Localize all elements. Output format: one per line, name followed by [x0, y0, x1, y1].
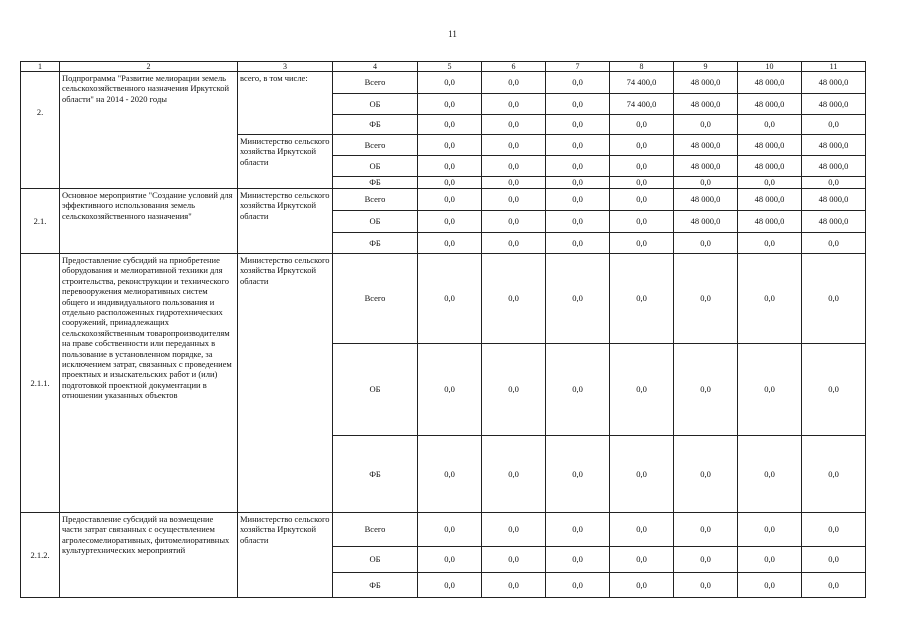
table-cell: 48 000,0 — [802, 189, 866, 211]
executor: всего, в том числе: — [238, 72, 333, 135]
column-header: 6 — [482, 62, 546, 72]
table-cell: 0,0 — [418, 189, 482, 211]
table-cell: 0,0 — [546, 94, 610, 115]
table-cell: 0,0 — [738, 573, 802, 598]
source-label: ФБ — [333, 573, 418, 598]
table-cell: 0,0 — [546, 189, 610, 211]
row-number: 2.1.2. — [21, 513, 60, 598]
table-cell: 48 000,0 — [738, 156, 802, 177]
table-cell: 0,0 — [738, 344, 802, 436]
table-cell: 0,0 — [418, 135, 482, 156]
table-cell: 0,0 — [482, 211, 546, 233]
table-cell: 0,0 — [738, 233, 802, 254]
table-cell: 74 400,0 — [610, 72, 674, 94]
table-cell: 48 000,0 — [738, 211, 802, 233]
table-cell: 0,0 — [546, 156, 610, 177]
table-cell: 0,0 — [610, 189, 674, 211]
table-cell: 0,0 — [674, 115, 738, 135]
table-cell: 0,0 — [610, 547, 674, 573]
table-cell: 0,0 — [482, 115, 546, 135]
table-row — [21, 189, 866, 211]
table-cell: 0,0 — [546, 547, 610, 573]
column-header: 9 — [674, 62, 738, 72]
table-cell: 48 000,0 — [802, 72, 866, 94]
table-cell: 0,0 — [418, 254, 482, 344]
table-cell: 0,0 — [482, 156, 546, 177]
header-row — [21, 62, 866, 72]
table-cell: 0,0 — [482, 189, 546, 211]
page-number: 11 — [448, 29, 457, 39]
source-label: ОБ — [333, 156, 418, 177]
table-cell: 0,0 — [738, 513, 802, 547]
table-cell: 0,0 — [546, 573, 610, 598]
table-cell: 0,0 — [418, 547, 482, 573]
table-cell: 48 000,0 — [674, 72, 738, 94]
column-header: 11 — [802, 62, 866, 72]
table-cell: 0,0 — [418, 94, 482, 115]
source-label: Всего — [333, 513, 418, 547]
table-cell: 0,0 — [546, 254, 610, 344]
table-cell: 0,0 — [674, 573, 738, 598]
table-cell: 0,0 — [610, 177, 674, 189]
table-cell: 0,0 — [482, 135, 546, 156]
source-label: ОБ — [333, 344, 418, 436]
table-cell: 0,0 — [738, 436, 802, 513]
table-cell: 0,0 — [802, 436, 866, 513]
table-cell: 0,0 — [482, 177, 546, 189]
table-cell: 0,0 — [546, 344, 610, 436]
table-cell: 74 400,0 — [610, 94, 674, 115]
table-cell: 48 000,0 — [674, 135, 738, 156]
table-cell: 0,0 — [802, 547, 866, 573]
table-cell: 0,0 — [802, 115, 866, 135]
source-label: Всего — [333, 189, 418, 211]
table-row — [21, 72, 866, 94]
table-cell: 0,0 — [546, 513, 610, 547]
table-cell: 0,0 — [738, 115, 802, 135]
executor: Министерство сельского хозяйства Иркутской области — [238, 135, 333, 189]
table-cell: 48 000,0 — [738, 135, 802, 156]
table-cell: 0,0 — [674, 254, 738, 344]
table-cell: 0,0 — [482, 72, 546, 94]
table-cell: 0,0 — [482, 547, 546, 573]
executor: Министерство сельского хозяйства Иркутской области — [238, 513, 333, 598]
table-cell: 0,0 — [546, 436, 610, 513]
row-number: 2.1.1. — [21, 254, 60, 513]
table-cell: 0,0 — [418, 233, 482, 254]
table-cell: 0,0 — [738, 547, 802, 573]
table-cell: 0,0 — [674, 436, 738, 513]
table-cell: 0,0 — [610, 233, 674, 254]
column-header: 10 — [738, 62, 802, 72]
table-cell: 0,0 — [674, 513, 738, 547]
source-label: ФБ — [333, 115, 418, 135]
table-cell: 0,0 — [482, 254, 546, 344]
column-header: 5 — [418, 62, 482, 72]
table-cell: 0,0 — [802, 177, 866, 189]
source-label: ФБ — [333, 177, 418, 189]
item-name: Подпрограмма "Развитие мелиорации земель сельскохозяйственного назначения Иркутской области" на 2014 - 2020 годы — [60, 72, 238, 189]
table-cell: 0,0 — [610, 513, 674, 547]
table-cell: 48 000,0 — [738, 72, 802, 94]
column-header: 3 — [238, 62, 333, 72]
table-cell: 0,0 — [482, 573, 546, 598]
table-cell: 0,0 — [738, 254, 802, 344]
table-cell: 0,0 — [418, 436, 482, 513]
table-cell: 0,0 — [418, 211, 482, 233]
table-cell: 0,0 — [610, 135, 674, 156]
table-cell: 0,0 — [610, 156, 674, 177]
table-cell: 48 000,0 — [802, 94, 866, 115]
column-header: 1 — [21, 62, 60, 72]
table-cell: 0,0 — [546, 115, 610, 135]
column-header: 2 — [60, 62, 238, 72]
table-cell: 0,0 — [546, 177, 610, 189]
source-label: ОБ — [333, 94, 418, 115]
table-cell: 0,0 — [418, 177, 482, 189]
source-label: ОБ — [333, 547, 418, 573]
table-cell: 0,0 — [482, 513, 546, 547]
table-cell: 48 000,0 — [674, 156, 738, 177]
table-cell: 0,0 — [418, 72, 482, 94]
table-cell: 0,0 — [802, 573, 866, 598]
table-cell: 0,0 — [418, 115, 482, 135]
table-cell: 0,0 — [802, 344, 866, 436]
table-cell: 48 000,0 — [738, 94, 802, 115]
table-cell: 0,0 — [482, 344, 546, 436]
table-cell: 0,0 — [418, 513, 482, 547]
executor: Министерство сельского хозяйства Иркутской области — [238, 254, 333, 513]
table-cell: 0,0 — [418, 344, 482, 436]
table-cell: 48 000,0 — [802, 135, 866, 156]
table-cell: 0,0 — [610, 344, 674, 436]
table-cell: 0,0 — [482, 436, 546, 513]
table-cell: 0,0 — [674, 547, 738, 573]
table-cell: 0,0 — [738, 177, 802, 189]
table-cell: 0,0 — [802, 254, 866, 344]
table-cell: 48 000,0 — [674, 189, 738, 211]
budget-table — [20, 61, 866, 598]
source-label: Всего — [333, 135, 418, 156]
table-cell: 48 000,0 — [802, 156, 866, 177]
table-cell: 0,0 — [802, 513, 866, 547]
item-name: Предоставление субсидий на приобретение оборудования и мелиоративной техники для строительства, реконструкции и технического перевооружения мелиоративных систем общего и индивидуального пользования и отдельно расположенных гидротехнических сооружений, принадлежащих сельскохозяйственным товаропроизводителям на праве собственности или переданных в пользование в установленном порядке, за исключением затрат, связанных с проведением проектных и изыскательских работ и (или) подготовкой проектной документации в отношении указанных объектов — [60, 254, 238, 513]
table-cell: 0,0 — [546, 211, 610, 233]
table-cell: 0,0 — [610, 436, 674, 513]
table-cell: 0,0 — [546, 72, 610, 94]
item-name: Основное мероприятие "Создание условий для эффективного использования земель сельскохозяйственного назначения" — [60, 189, 238, 254]
table-cell: 48 000,0 — [802, 211, 866, 233]
table-cell: 48 000,0 — [674, 94, 738, 115]
table-cell: 0,0 — [610, 254, 674, 344]
table-cell: 0,0 — [610, 573, 674, 598]
table-cell: 0,0 — [546, 233, 610, 254]
table-cell: 0,0 — [482, 94, 546, 115]
table-cell: 0,0 — [418, 156, 482, 177]
table-row — [21, 513, 866, 547]
source-label: ОБ — [333, 211, 418, 233]
item-name: Предоставление субсидий на возмещение части затрат связанных с осуществлением агролесомелиоративных, фитомелиоративных культуртехнических мероприятий — [60, 513, 238, 598]
table-cell: 48 000,0 — [738, 189, 802, 211]
row-number: 2.1. — [21, 189, 60, 254]
table-cell: 0,0 — [802, 233, 866, 254]
table-cell: 0,0 — [546, 135, 610, 156]
table-cell: 0,0 — [674, 233, 738, 254]
table-cell: 48 000,0 — [674, 211, 738, 233]
source-label: ФБ — [333, 233, 418, 254]
column-header: 8 — [610, 62, 674, 72]
executor: Министерство сельского хозяйства Иркутской области — [238, 189, 333, 254]
table-cell: 0,0 — [418, 573, 482, 598]
table-row — [21, 254, 866, 344]
row-number: 2. — [21, 72, 60, 189]
source-label: ФБ — [333, 436, 418, 513]
table-cell: 0,0 — [674, 344, 738, 436]
table-cell: 0,0 — [674, 177, 738, 189]
table-cell: 0,0 — [482, 233, 546, 254]
source-label: Всего — [333, 72, 418, 94]
table-cell: 0,0 — [610, 211, 674, 233]
source-label: Всего — [333, 254, 418, 344]
column-header: 4 — [333, 62, 418, 72]
table-cell: 0,0 — [610, 115, 674, 135]
column-header: 7 — [546, 62, 610, 72]
